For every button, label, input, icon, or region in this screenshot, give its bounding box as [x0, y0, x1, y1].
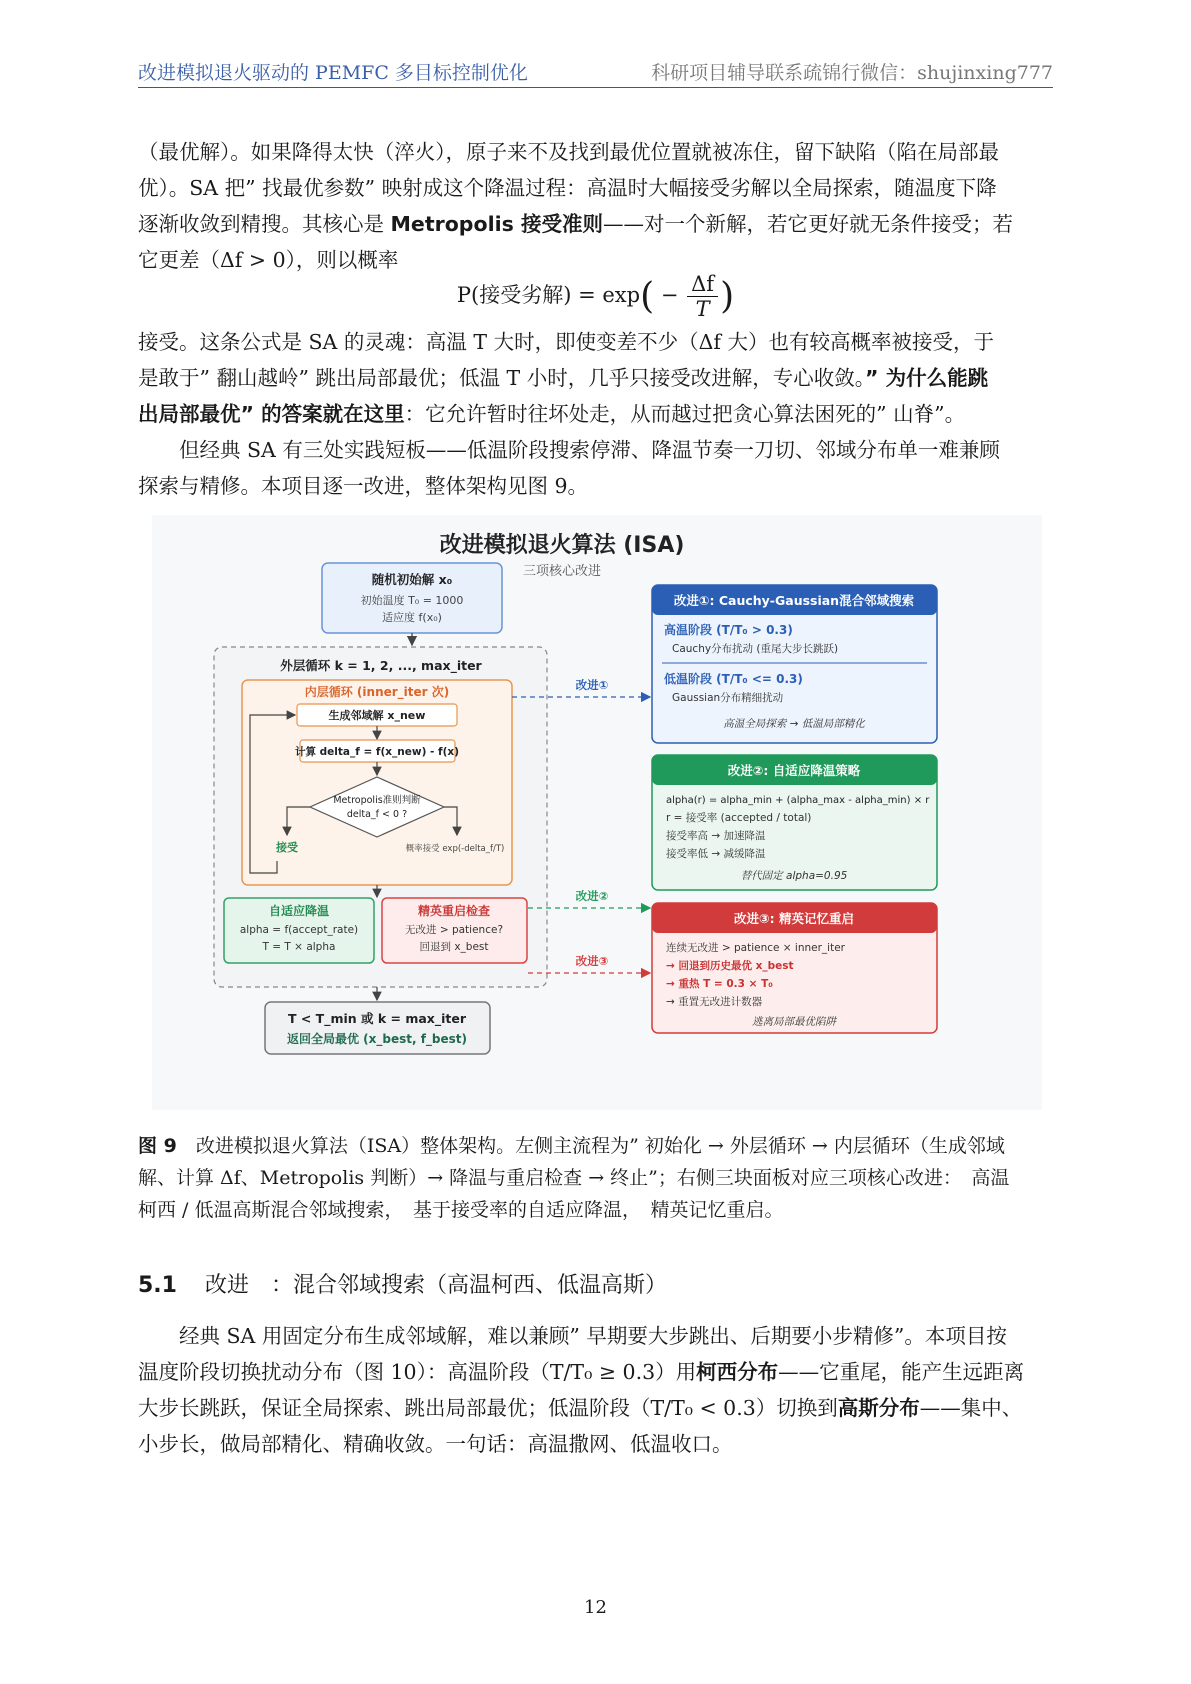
panel-1-title: 改进①: Cauchy-Gaussian混合邻域搜索	[673, 593, 915, 608]
panel-2-high: 接受率高 → 加速降温	[666, 830, 766, 842]
text-line: 接受。这条公式是 SA 的灵魂：高温 T 大时，即使变差不少（Δf 大）也有较高概率被接受，于	[138, 330, 994, 354]
panel-3-l1: 连续无改进 > patience × inner_iter	[666, 942, 845, 954]
init-title: 随机初始解 x₀	[371, 572, 453, 587]
figure-subtitle: 三项核心改进	[522, 564, 602, 579]
metropolis-term: Metropolis 接受准则	[390, 212, 603, 236]
panel-2-rate: r = 接受率 (accepted / total)	[666, 812, 812, 824]
panel-2-footer: 替代固定 alpha=0.95	[740, 870, 848, 882]
text-line: 是敢于” 翻山越岭” 跳出局部最优；低温 T 小时，几乎只接受改进解，专心收敛。” 为什么能跳	[138, 366, 989, 390]
isa-diagram	[152, 515, 1042, 1110]
panel-3-l2: → 回退到历史最优 x_best	[666, 960, 794, 972]
panel-3-l4: → 重置无改进计数器	[666, 996, 763, 1008]
panel-1-low-temp: 低温阶段 (T/T₀ <= 0.3)	[664, 672, 803, 686]
formula-fraction: $\frac{\Delta f}{T}$	[687, 272, 718, 321]
figure-caption	[138, 1130, 1053, 1226]
adaptive-cooling-title: 自适应降温	[268, 904, 330, 918]
panel-3-footer: 逃离局部最优陷阱	[752, 1016, 836, 1028]
text-line: 但经典 SA 有三处实践短板——低温阶段搜索停滞、降温节奏一刀切、邻域分布单一难兼顾	[179, 438, 1000, 462]
text-line: 小步长，做局部精化、精确收敛。一句话：高温撒网、低温收口。	[138, 1432, 733, 1456]
calc-delta-text: 计算 delta_f = f(x_new) - f(x)	[294, 746, 460, 758]
prob-accept-label: 概率接受 exp(-delta_f/T)	[405, 844, 505, 854]
isa-architecture-figure	[152, 515, 1042, 1110]
inner-loop-label: 内层循环 (inner_iter 次)	[304, 685, 450, 699]
text-line: 大步长跳跃，保证全局探索、跳出局部最优；低温阶段（T/T₀ < 0.3）切换到高斯分布——集中、	[138, 1396, 1023, 1420]
panel-2-formula: alpha(r) = alpha_min + (alpha_max - alpha_min) × r	[666, 795, 930, 806]
text-line: 经典 SA 用固定分布生成邻域解，难以兼顾” 早期要大步跳出、后期要小步精修”。本项目按	[179, 1324, 1007, 1348]
outer-loop-label: 外层循环 k = 1, 2, ..., max_iter	[280, 658, 482, 673]
init-temp: 初始温度 T₀ = 1000	[360, 594, 464, 607]
header-rule	[138, 87, 1053, 88]
paragraph-2	[138, 324, 1053, 432]
elite-restart-check-title: 精英重启检查	[417, 904, 491, 918]
section-heading	[138, 1268, 667, 1299]
panel-1-footer: 高温全局探索 → 低温局部精化	[723, 718, 865, 730]
running-header-contact: 科研项目辅导联系疏锦行微信：shujinxing777	[651, 62, 1053, 84]
panel-1-cauchy: Cauchy分布扰动 (重尾大步长跳跃)	[672, 643, 839, 655]
arrow-improvement-3-label: 改进③	[575, 954, 609, 968]
paragraph-1	[138, 134, 1053, 278]
accept-label: 接受	[276, 841, 298, 854]
figure-title: 改进模拟退火算法 (ISA)	[439, 533, 685, 558]
caption-line: 柯西 / 低温高斯混合邻域搜索， 基于接受率的自适应降温， 精英记忆重启。	[138, 1199, 784, 1221]
termination-box	[265, 1002, 490, 1054]
panel-2-low: 接受率低 → 减缓降温	[666, 848, 766, 860]
elite-restart-check-l2: 回退到 x_best	[419, 941, 489, 953]
text-line: 优）。SA 把” 找最优参数” 映射成这个降温过程：高温时大幅接受劣解以全局探索，随温度下降	[138, 176, 997, 200]
text-line: 出局部最优” 的答案就在这里：它允许暂时往坏处走，从而越过把贪心算法困死的” 山脊”。	[138, 402, 966, 426]
panel-1-high-temp: 高温阶段 (T/T₀ > 0.3)	[664, 623, 793, 637]
section-title: 改进 ：混合邻域搜索（高温柯西、低温高斯）	[204, 1273, 667, 1298]
running-header-title: 改进模拟退火驱动的 PEMFC 多目标控制优化	[138, 62, 528, 84]
paragraph-4	[138, 1318, 1053, 1462]
init-fitness: 适应度 f(x₀)	[382, 611, 442, 624]
text-line: 它更差（Δf > 0），则以概率	[138, 248, 399, 272]
panel-3-l3: → 重热 T = 0.3 × T₀	[666, 978, 773, 990]
caption-line: 解、计算 Δf、Metropolis 判断）→ 降温与重启检查 → 终止”；右侧三块面板对应三项核心改进： 高温	[138, 1167, 1010, 1189]
elite-restart-check-l1: 无改进 > patience?	[404, 924, 504, 936]
diamond-text-2: delta_f < 0 ?	[346, 809, 408, 820]
adaptive-cooling-l1: alpha = f(accept_rate)	[239, 924, 359, 936]
panel-2-title: 改进②: 自适应降温策略	[727, 763, 861, 778]
text-line: 逐渐收敛到精搜。其核心是 Metropolis 接受准则——对一个新解，若它更好就无条件接受；若	[138, 212, 1013, 236]
caption-label: 图 9	[138, 1135, 177, 1157]
arrow-improvement-2-label: 改进②	[575, 889, 609, 903]
section-number: 5.1	[138, 1273, 177, 1298]
arrow-improvement-1-label: 改进①	[575, 678, 609, 692]
caption-line: 图 9 改进模拟退火算法（ISA）整体架构。左侧主流程为” 初始化 → 外层循环 → 内层循环（生成邻域	[138, 1135, 1005, 1157]
panel-1-gaussian: Gaussian分布精细扰动	[672, 692, 784, 704]
page-number: 12	[584, 1597, 607, 1618]
diamond-text-1: Metropolis准则判断	[333, 795, 421, 806]
paragraph-3	[138, 432, 1053, 504]
termination-condition: T < T_min 或 k = max_iter	[287, 1011, 467, 1026]
adaptive-cooling-l2: T = T × alpha	[262, 941, 336, 953]
text-line: 探索与精修。本项目逐一改进，整体架构见图 9。	[138, 474, 589, 498]
generate-neighbor-text: 生成邻域解 x_new	[328, 709, 426, 722]
acceptance-formula: P(接受劣解) = exp( − $\frac{\Delta f}{T}$ )	[456, 272, 735, 321]
panel-3-title: 改进③: 精英记忆重启	[734, 911, 854, 926]
text-line: 温度阶段切换扰动分布（图 10）：高温阶段（T/T₀ ≥ 0.3）用柯西分布——它重尾，能产生远距离	[138, 1360, 1025, 1384]
return-best: 返回全局最优 (x_best, f_best)	[286, 1032, 468, 1046]
text-line: （最优解）。如果降得太快（淬火），原子来不及找到最优位置就被冻住，留下缺陷（陷在局部最	[138, 140, 999, 164]
